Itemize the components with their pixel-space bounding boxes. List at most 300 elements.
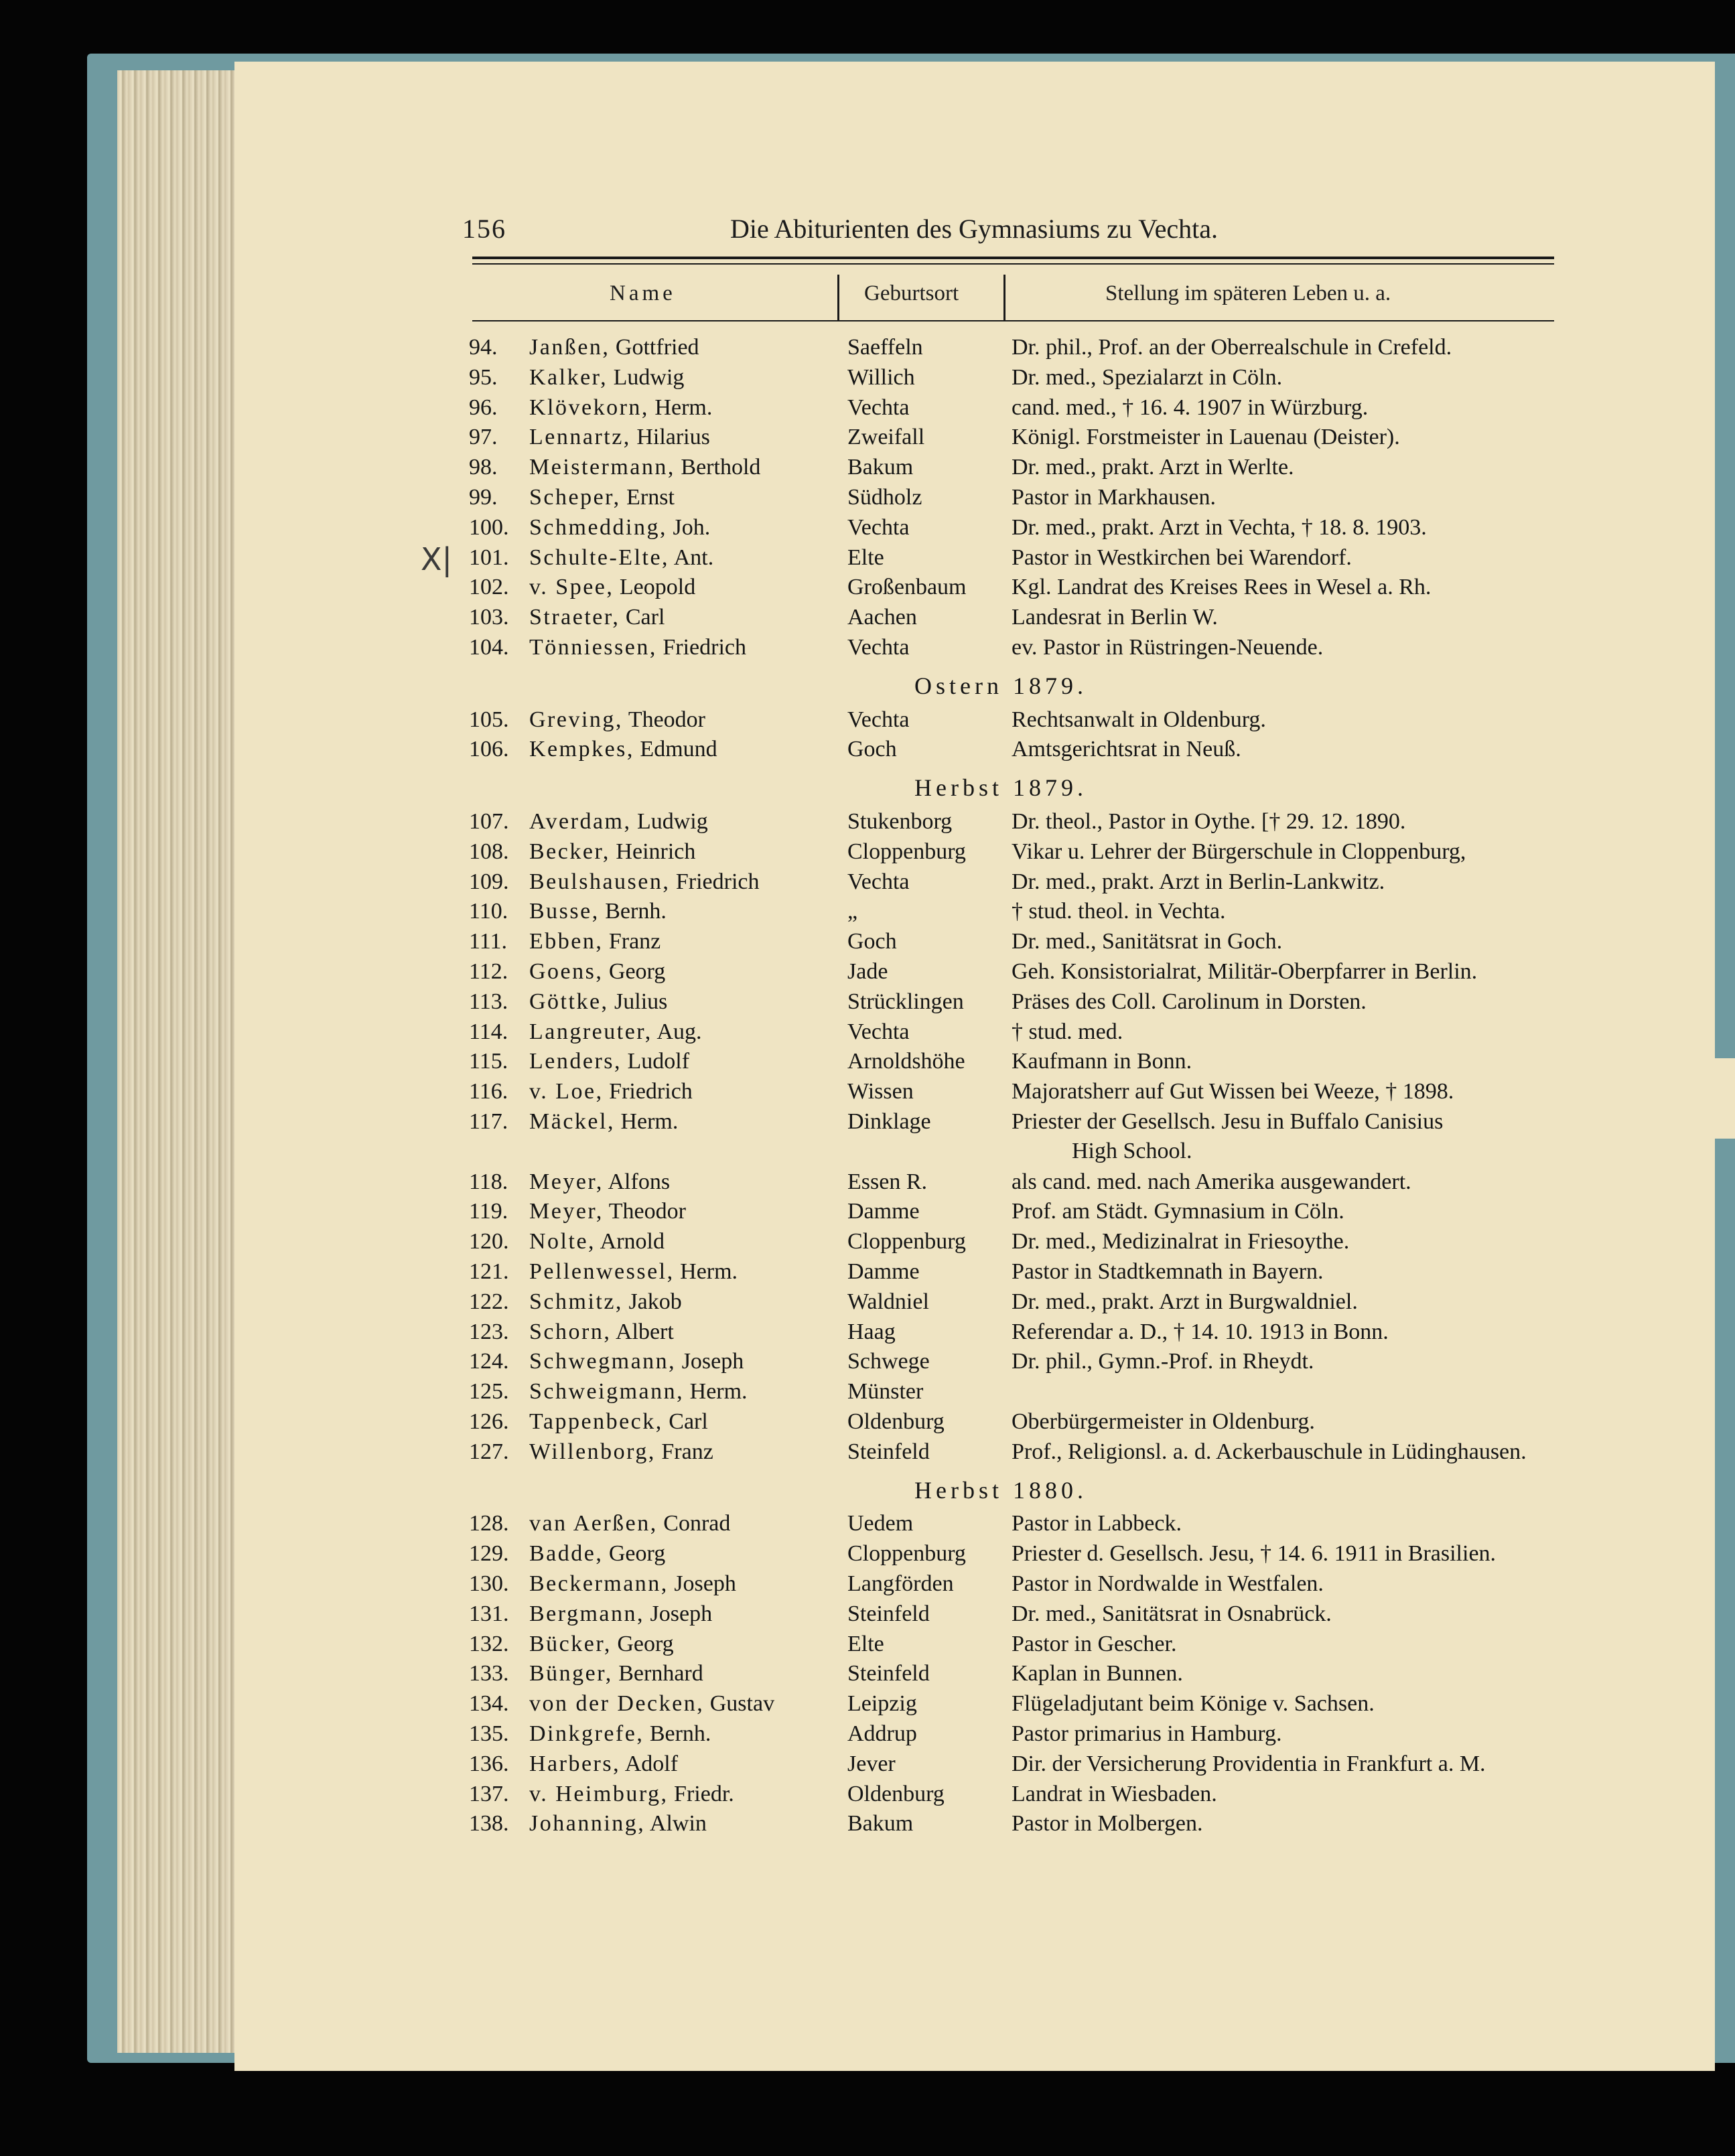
surname: Beulshausen, [529, 869, 671, 894]
list-item [469, 1229, 1561, 1259]
surname: Langreuter, [529, 1019, 652, 1044]
entry-name [529, 425, 710, 450]
entry-name [529, 1721, 711, 1747]
entry-name [529, 1439, 713, 1465]
entry-name [529, 1751, 678, 1777]
entry-name [529, 869, 760, 895]
entry-number: 130. [469, 1571, 509, 1596]
later-position: Kaufmann in Bonn. [1012, 1049, 1192, 1074]
entry-number: 95. [469, 364, 498, 390]
surname: Willenborg, [529, 1439, 656, 1464]
column-header-birthplace: Geburtsort [864, 281, 959, 305]
given-name: Ant. [673, 545, 714, 570]
entry-name [529, 929, 661, 954]
given-name: Berthold [681, 455, 761, 480]
later-position: Pastor primarius in Hamburg. [1012, 1721, 1282, 1746]
later-position: ev. Pastor in Rüstringen-Neuende. [1012, 635, 1324, 660]
surname: Schmedding, [529, 514, 667, 540]
list-item [469, 929, 1561, 958]
later-position: Pastor in Markhausen. [1012, 485, 1217, 510]
list-item [469, 899, 1561, 928]
list-item [469, 575, 1561, 604]
entry-number: 112. [469, 959, 508, 984]
surname: von der Decken, [529, 1691, 705, 1717]
list-item [469, 335, 1561, 364]
birthplace: Dinklage [847, 1109, 931, 1134]
given-name: Theodor [608, 1199, 686, 1224]
margin-annotation: X| [421, 541, 453, 577]
surname: Tappenbeck, [529, 1409, 663, 1434]
later-position: Dr. med., Medizinalrat in Friesoythe. [1012, 1229, 1350, 1254]
entry-number: 103. [469, 605, 509, 630]
surname: van Aerßen, [529, 1511, 658, 1536]
later-position: Priester der Gesellsch. Jesu in Buffalo Canisius [1012, 1109, 1444, 1134]
entry-number: 104. [469, 635, 509, 660]
list-item [469, 635, 1561, 664]
given-name: Friedrich [663, 635, 746, 660]
surname: Badde, [529, 1541, 604, 1567]
surname: Bergmann, [529, 1601, 645, 1626]
section-heading: Herbst 1880. [914, 1476, 1087, 1504]
given-name: Joh. [673, 514, 711, 540]
entry-number: 138. [469, 1811, 509, 1837]
given-name: Arnold [600, 1229, 665, 1254]
given-name: Friedr. [674, 1781, 734, 1806]
later-position: Amtsgerichtsrat in Neuß. [1012, 737, 1241, 762]
entry-number: 97. [469, 425, 498, 450]
birthplace: Damme [847, 1259, 920, 1284]
entry-number: 109. [469, 869, 509, 894]
given-name: Herm. [620, 1109, 679, 1134]
surname: Lennartz, [529, 425, 631, 450]
birthplace: Haag [847, 1319, 896, 1344]
entry-name [529, 1049, 689, 1074]
surname: Schorn, [529, 1319, 612, 1344]
given-name: Gottfried [615, 335, 699, 360]
list-item [469, 1109, 1561, 1163]
entry-number: 127. [469, 1439, 509, 1464]
surname: Klövekorn, [529, 394, 649, 420]
given-name: Georg [608, 1541, 666, 1567]
surname: Ebben, [529, 929, 604, 954]
list-item [469, 1751, 1561, 1781]
surname: Scheper, [529, 485, 621, 510]
entry-name [529, 707, 705, 733]
entry-name [529, 1541, 665, 1567]
later-position: Kaplan in Bunnen. [1012, 1661, 1183, 1686]
surname: Meistermann, [529, 455, 675, 480]
given-name: Joseph [681, 1349, 744, 1374]
birthplace: Schwege [847, 1349, 930, 1374]
list-item [469, 959, 1561, 989]
entry-name [529, 635, 746, 660]
surname: Averdam, [529, 809, 632, 834]
later-position: Pastor in Stadtkemnath in Bayern. [1012, 1259, 1324, 1284]
given-name: Heinrich [616, 839, 696, 864]
given-name: Herm. [680, 1259, 738, 1284]
column-divider-2 [1003, 275, 1005, 320]
given-name: Albert [615, 1319, 674, 1344]
entry-name [529, 395, 712, 421]
birthplace: Steinfeld [847, 1439, 930, 1464]
entry-number: 126. [469, 1409, 509, 1434]
surname: Meyer, [529, 1169, 604, 1194]
later-position: † stud. theol. in Vechta. [1012, 899, 1226, 924]
entry-name [529, 455, 760, 480]
given-name: Herm. [689, 1379, 748, 1405]
entry-name [529, 1571, 736, 1597]
birthplace: Cloppenburg [847, 1229, 966, 1254]
list-item [469, 1379, 1561, 1409]
entry-number: 115. [469, 1049, 508, 1074]
later-position: Priester d. Gesellsch. Jesu, † 14. 6. 1911 in Brasilien. [1012, 1541, 1497, 1567]
entry-number: 117. [469, 1109, 508, 1134]
entry-name [529, 1079, 693, 1104]
given-name: Aug. [656, 1019, 702, 1044]
entry-number: 131. [469, 1601, 509, 1626]
page-tab [1705, 1058, 1735, 1139]
entry-number: 101. [469, 545, 509, 570]
surname: Göttke, [529, 989, 609, 1014]
list-item [469, 425, 1561, 454]
entry-name [529, 1319, 674, 1345]
entry-number: 121. [469, 1259, 509, 1284]
entry-number: 122. [469, 1289, 509, 1314]
birthplace: Jade [847, 959, 888, 984]
list-item [469, 1601, 1561, 1631]
entry-name [529, 1349, 744, 1374]
entry-name [529, 545, 713, 571]
list-item [469, 989, 1561, 1019]
entry-number: 111. [469, 929, 507, 954]
entry-number: 107. [469, 809, 509, 834]
given-name: Herm. [654, 394, 713, 420]
page-title: Die Abiturienten des Gymnasiums zu Vechta. [730, 214, 1219, 244]
page-number: 156 [462, 214, 506, 244]
birthplace: Elte [847, 545, 884, 570]
birthplace: „ [847, 899, 858, 924]
birthplace: Vechta [847, 635, 910, 660]
entry-name [529, 899, 667, 924]
column-divider-1 [837, 275, 839, 320]
entry-name [529, 959, 665, 985]
later-position: Königl. Forstmeister in Lauenau (Deister). [1012, 425, 1400, 450]
later-position: Dr. med., Sanitätsrat in Osnabrück. [1012, 1601, 1332, 1626]
later-position: Dr. phil., Gymn.-Prof. in Rheydt. [1012, 1349, 1314, 1374]
entry-name [529, 1782, 734, 1807]
entry-name [529, 605, 665, 630]
later-position: Präses des Coll. Carolinum in Dorsten. [1012, 989, 1367, 1014]
later-position: Dr. med., Spezialarzt in Cöln. [1012, 364, 1283, 390]
given-name: Ludolf [627, 1049, 690, 1074]
entry-name [529, 1259, 738, 1285]
list-item [469, 1721, 1561, 1751]
birthplace: Uedem [847, 1511, 914, 1536]
list-item [469, 1632, 1561, 1661]
list-item [469, 1782, 1561, 1811]
entry-name [529, 1379, 748, 1405]
entry-number: 123. [469, 1319, 509, 1344]
list-item [469, 1691, 1561, 1721]
surname: Beckermann, [529, 1571, 669, 1596]
column-header-position: Stellung im späteren Leben u. a. [1105, 281, 1391, 305]
birthplace: Aachen [847, 605, 917, 630]
entry-name [529, 575, 695, 600]
entry-number: 116. [469, 1079, 508, 1104]
later-position: Geh. Konsistorialrat, Militär-Oberpfarrer in Berlin. [1012, 959, 1478, 984]
later-position: Dr. med., prakt. Arzt in Berlin-Lankwitz. [1012, 869, 1385, 894]
birthplace: Saeffeln [847, 335, 923, 360]
entry-number: 136. [469, 1751, 509, 1776]
surname: Becker, [529, 839, 610, 864]
entry-name [529, 737, 717, 762]
given-name: Adolf [624, 1751, 679, 1776]
later-position: † stud. med. [1012, 1019, 1123, 1044]
entry-number: 124. [469, 1349, 509, 1374]
list-item [469, 455, 1561, 484]
surname: Schwegmann, [529, 1349, 677, 1374]
entry-number: 133. [469, 1661, 509, 1686]
later-position: Dr. med., prakt. Arzt in Vechta, † 18. 8. 1903. [1012, 514, 1427, 540]
entry-name [529, 989, 667, 1015]
surname: Busse, [529, 899, 600, 924]
surname: Tönniessen, [529, 635, 657, 660]
surname: Meyer, [529, 1199, 604, 1224]
later-position: Pastor in Molbergen. [1012, 1811, 1203, 1837]
later-position: Pastor in Nordwalde in Westfalen. [1012, 1571, 1324, 1596]
entry-number: 100. [469, 514, 509, 540]
entry-name [529, 809, 708, 835]
birthplace: Bakum [847, 1811, 914, 1837]
list-item [469, 809, 1561, 839]
birthplace: Oldenburg [847, 1781, 945, 1806]
later-position: Referendar a. D., † 14. 10. 1913 in Bonn. [1012, 1319, 1389, 1344]
surname: Schmitz, [529, 1289, 623, 1314]
list-item [469, 1511, 1561, 1540]
entry-number: 108. [469, 839, 509, 864]
surname: Pellenwessel, [529, 1259, 675, 1284]
birthplace: Goch [847, 929, 897, 954]
later-position: Prof., Religionsl. a. d. Ackerbauschule in Lüdinghausen. [1012, 1439, 1527, 1464]
given-name: Ludwig [636, 809, 708, 834]
entry-number: 96. [469, 394, 498, 420]
given-name: Carl [669, 1409, 708, 1434]
later-position: Prof. am Städt. Gymnasium in Cöln. [1012, 1199, 1344, 1224]
column-header-rule [472, 320, 1554, 321]
entry-number: 135. [469, 1721, 509, 1746]
given-name: Georg [617, 1631, 674, 1656]
birthplace: Steinfeld [847, 1661, 930, 1686]
later-position: Pastor in Gescher. [1012, 1631, 1177, 1656]
birthplace: Willich [847, 364, 915, 390]
birthplace: Damme [847, 1199, 920, 1224]
entry-number: 102. [469, 575, 509, 600]
entry-name [529, 1601, 712, 1627]
entry-number: 94. [469, 335, 498, 360]
list-item [469, 1439, 1561, 1469]
list-item [469, 1049, 1561, 1078]
surname: Bünger, [529, 1661, 613, 1686]
surname: Bücker, [529, 1631, 612, 1656]
birthplace: Vechta [847, 394, 910, 420]
entry-name [529, 1019, 701, 1045]
birthplace: Langförden [847, 1571, 954, 1596]
list-item [469, 545, 1561, 575]
entry-number: 118. [469, 1169, 508, 1194]
given-name: Franz [661, 1439, 713, 1464]
entry-name [529, 485, 675, 510]
later-position-continued: High School. [1072, 1139, 1192, 1163]
birthplace: Waldniel [847, 1289, 929, 1314]
entry-number: 119. [469, 1199, 508, 1224]
surname: Harbers, [529, 1751, 621, 1776]
surname: Nolte, [529, 1229, 596, 1254]
birthplace: Vechta [847, 514, 910, 540]
later-position: als cand. med. nach Amerika ausgewandert. [1012, 1169, 1411, 1194]
surname: Greving, [529, 707, 623, 732]
birthplace: Goch [847, 737, 897, 762]
given-name: Edmund [640, 737, 717, 762]
birthplace: Essen R. [847, 1169, 927, 1194]
entry-number: 113. [469, 989, 508, 1014]
birthplace: Strücklingen [847, 989, 964, 1014]
entry-number: 129. [469, 1541, 509, 1567]
given-name: Hilarius [636, 425, 710, 450]
birthplace: Addrup [847, 1721, 917, 1746]
surname: v. Heimburg, [529, 1781, 669, 1806]
later-position: Dr. med., prakt. Arzt in Werlte. [1012, 455, 1294, 480]
entry-number: 99. [469, 485, 498, 510]
birthplace: Vechta [847, 869, 910, 894]
birthplace: Leipzig [847, 1691, 917, 1717]
entry-name [529, 1691, 774, 1717]
birthplace: Münster [847, 1379, 924, 1405]
list-item [469, 1319, 1561, 1349]
list-item [469, 395, 1561, 425]
given-name: Gustav [709, 1691, 775, 1717]
birthplace: Südholz [847, 485, 922, 510]
birthplace: Wissen [847, 1079, 914, 1104]
list-item [469, 1349, 1561, 1378]
entry-name [529, 1511, 730, 1536]
entry-name [529, 335, 699, 360]
entry-name [529, 1632, 674, 1657]
given-name: Bernh. [605, 899, 667, 924]
given-name: Ernst [626, 485, 675, 510]
surname: Schweigmann, [529, 1379, 685, 1405]
later-position: Dr. med., Sanitätsrat in Goch. [1012, 929, 1283, 954]
later-position: Landesrat in Berlin W. [1012, 605, 1218, 630]
list-item [469, 1289, 1561, 1319]
birthplace: Vechta [847, 707, 910, 732]
given-name: Theodor [628, 707, 705, 732]
birthplace: Bakum [847, 455, 914, 480]
entry-number: 132. [469, 1631, 509, 1656]
later-position: Landrat in Wiesbaden. [1012, 1781, 1217, 1806]
entry-name [529, 1661, 703, 1686]
given-name: Jakob [628, 1289, 682, 1314]
given-name: Alfons [608, 1169, 671, 1194]
entry-name [529, 515, 710, 541]
given-name: Georg [608, 959, 666, 984]
birthplace: Oldenburg [847, 1409, 945, 1434]
given-name: Joseph [674, 1571, 736, 1596]
given-name: Leopold [619, 575, 696, 600]
entry-number: 105. [469, 707, 509, 732]
surname: Mäckel, [529, 1109, 615, 1134]
given-name: Joseph [650, 1601, 713, 1626]
entry-number: 114. [469, 1019, 508, 1044]
entry-name [529, 1109, 678, 1135]
surname: Schulte-Elte, [529, 545, 670, 570]
given-name: Bernhard [618, 1661, 703, 1686]
surname: Straeter, [529, 605, 620, 630]
later-position: Pastor in Labbeck. [1012, 1511, 1182, 1536]
entry-name [529, 365, 684, 390]
given-name: Conrad [663, 1511, 731, 1536]
surname: Goens, [529, 959, 604, 984]
entry-name [529, 1229, 665, 1254]
birthplace: Jever [847, 1751, 896, 1776]
list-item [469, 1019, 1561, 1049]
surname: v. Loe, [529, 1079, 604, 1104]
header-rule-second [472, 263, 1554, 265]
entry-number: 128. [469, 1511, 509, 1536]
entry-name [529, 839, 695, 865]
given-name: Friedrich [675, 869, 760, 894]
entry-name [529, 1169, 670, 1195]
entry-name [529, 1199, 686, 1224]
later-position: Dr. med., prakt. Arzt in Burgwaldniel. [1012, 1289, 1358, 1314]
birthplace: Cloppenburg [847, 839, 966, 864]
later-position: Pastor in Westkirchen bei Warendorf. [1012, 545, 1352, 570]
given-name: Julius [614, 989, 668, 1014]
entry-number: 137. [469, 1781, 509, 1806]
surname: Johanning, [529, 1811, 646, 1837]
birthplace: Vechta [847, 1019, 910, 1044]
entry-name [529, 1811, 707, 1837]
column-header-name: Name [610, 281, 676, 305]
surname: Janßen, [529, 335, 610, 360]
surname: v. Spee, [529, 575, 614, 600]
entry-number: 134. [469, 1691, 509, 1717]
entry-number: 98. [469, 455, 498, 480]
later-position: Vikar u. Lehrer der Bürgerschule in Cloppenburg, [1012, 839, 1466, 864]
entry-name [529, 1289, 682, 1315]
list-item [469, 605, 1561, 634]
list-item [469, 839, 1561, 869]
given-name: Carl [625, 605, 665, 630]
list-item [469, 365, 1561, 394]
list-item [469, 485, 1561, 514]
list-item [469, 1409, 1561, 1439]
given-name: Franz [608, 929, 661, 954]
later-position: Dr. phil., Prof. an der Oberrealschule in Crefeld. [1012, 335, 1452, 360]
list-item [469, 737, 1561, 766]
given-name: Friedrich [609, 1079, 693, 1104]
section-heading: Ostern 1879. [914, 672, 1087, 699]
surname: Kempkes, [529, 737, 634, 762]
later-position: Dir. der Versicherung Providentia in Frankfurt a. M. [1012, 1751, 1486, 1776]
birthplace: Zweifall [847, 425, 925, 450]
surname: Kalker, [529, 364, 608, 390]
list-item [469, 869, 1561, 899]
list-item [469, 1169, 1561, 1199]
birthplace: Großenbaum [847, 575, 967, 600]
entry-number: 106. [469, 737, 509, 762]
list-item [469, 707, 1561, 737]
birthplace: Steinfeld [847, 1601, 930, 1626]
